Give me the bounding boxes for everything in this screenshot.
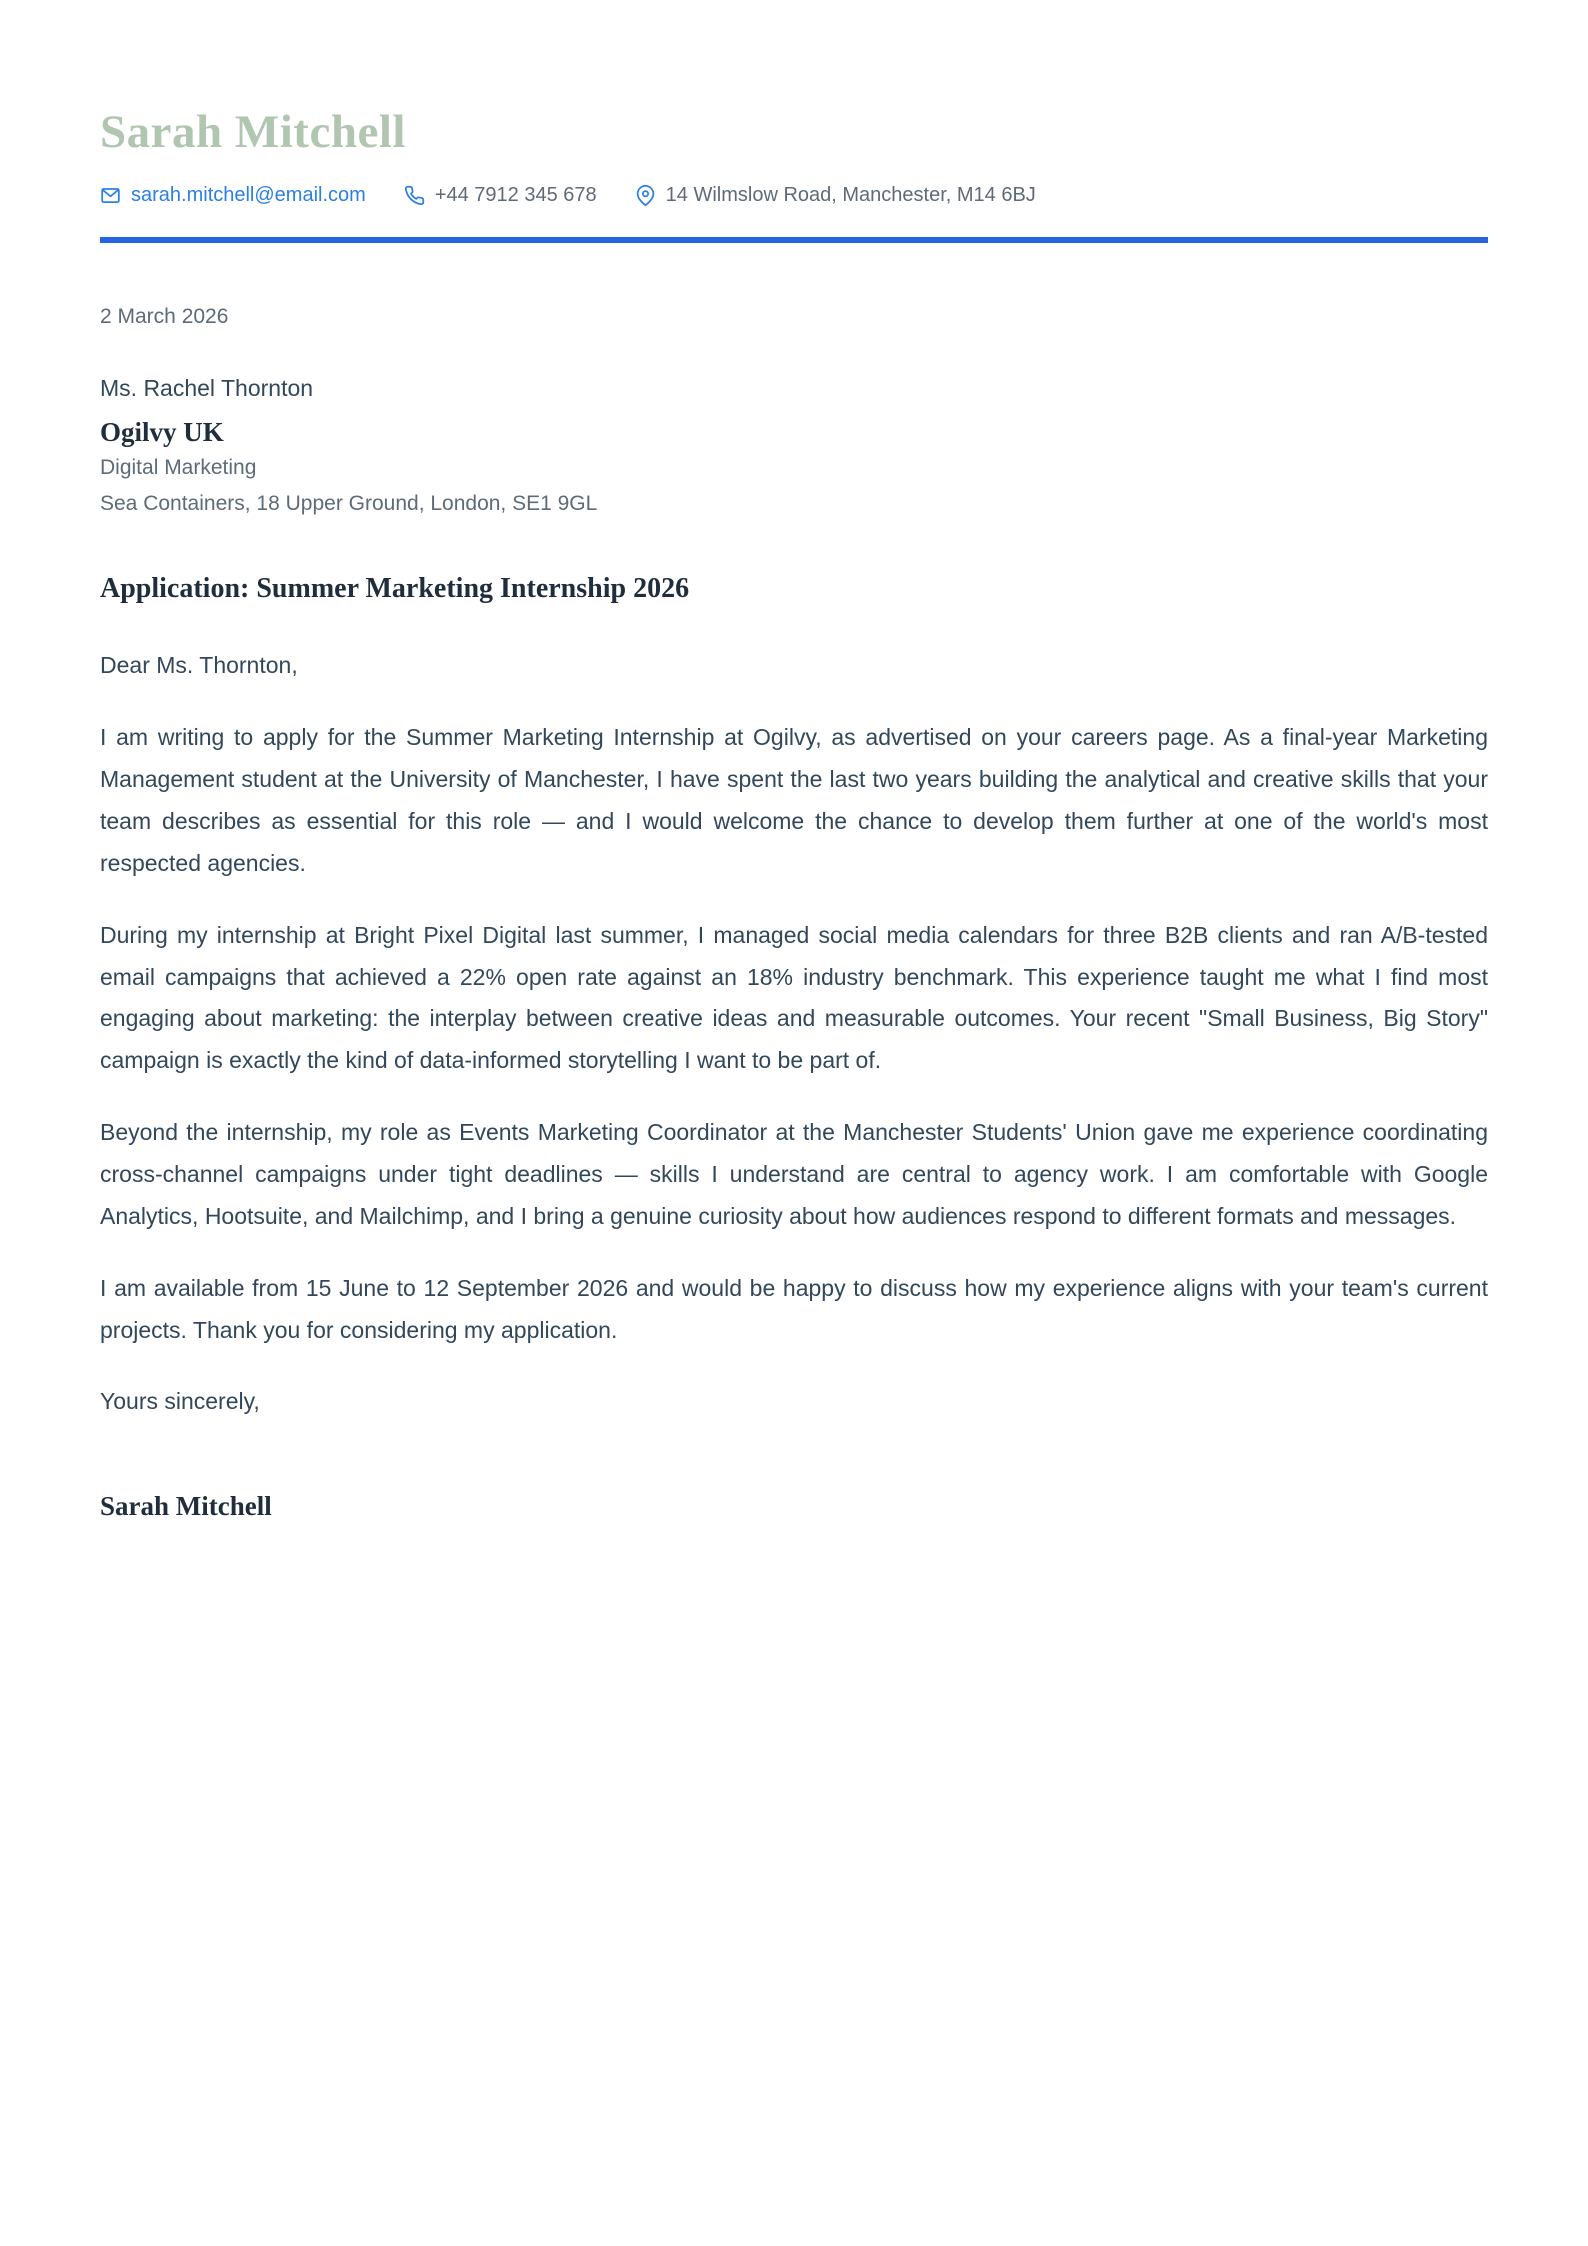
salutation: Dear Ms. Thornton, [100, 652, 298, 679]
signature-name: Sarah Mitchell [100, 1491, 272, 1522]
subject-line: Application: Summer Marketing Internship 2026 [100, 573, 690, 605]
email-link[interactable]: sarah.mitchell@email.com [131, 184, 366, 207]
paragraph-1: I am writing to apply for the Summer Marketing Internship at Ogilvy, as advertised on your careers page. As a final-year Marketing Management student at the University of Manchester, I have spent the last two years building the analytical and creative skills that your team describes as essential for this role — and I would welcome the chance to develop them further at one of the world's most respected agencies. [100, 724, 1488, 876]
paragraph-3: Beyond the internship, my role as Events Marketing Coordinator at the Manchester Students' Union gave me experience coordinating cross-channel campaigns under tight deadlines — skills I understand are central to agency work. I am comfortable with Google Analytics, Hootsuite, and Mailchimp, and I bring a genuine curiosity about how audiences respond to different formats and messages. [100, 1119, 1488, 1229]
header-divider [100, 237, 1488, 243]
person-name: Sarah Mitchell [100, 106, 406, 158]
letter-header [100, 104, 1488, 243]
contact-address [635, 184, 1036, 207]
recipient-name: Ms. Rachel Thornton [100, 374, 314, 401]
phone-icon [404, 185, 425, 206]
paragraph-2: During my internship at Bright Pixel Digital last summer, I managed social media calendars for three B2B clients and ran A/B-tested email campaigns that achieved a 22% open rate against an 18% industry benchmark. This experience taught me what I find most engaging about marketing: the interplay between creative ideas and measurable outcomes. Your recent "Small Business, Big Story" campaign is exactly the kind of data-informed storytelling I want to be part of. [100, 921, 1488, 1074]
contact-phone [404, 184, 597, 207]
closing-line: Yours sincerely, [100, 1388, 260, 1415]
letter-body [100, 301, 1488, 1524]
recipient-company: Ogilvy UK [100, 417, 224, 448]
contact-row [100, 184, 1488, 207]
letter-date: 2 March 2026 [100, 305, 229, 329]
location-icon [635, 185, 656, 206]
recipient-block [100, 371, 1488, 521]
email-icon [100, 185, 121, 206]
recipient-address: Sea Containers, 18 Upper Ground, London, SE1 9GL [100, 491, 598, 515]
phone-number: +44 7912 345 678 [434, 184, 597, 207]
contact-email [100, 184, 366, 207]
paragraph-4: I am available from 15 June to 12 September 2026 and would be happy to discuss how my experience aligns with your team's current projects. Thank you for considering my application. [100, 1274, 1488, 1343]
postal-address: 14 Wilmslow Road, Manchester, M14 6BJ [665, 184, 1036, 207]
recipient-department: Digital Marketing [100, 456, 257, 480]
